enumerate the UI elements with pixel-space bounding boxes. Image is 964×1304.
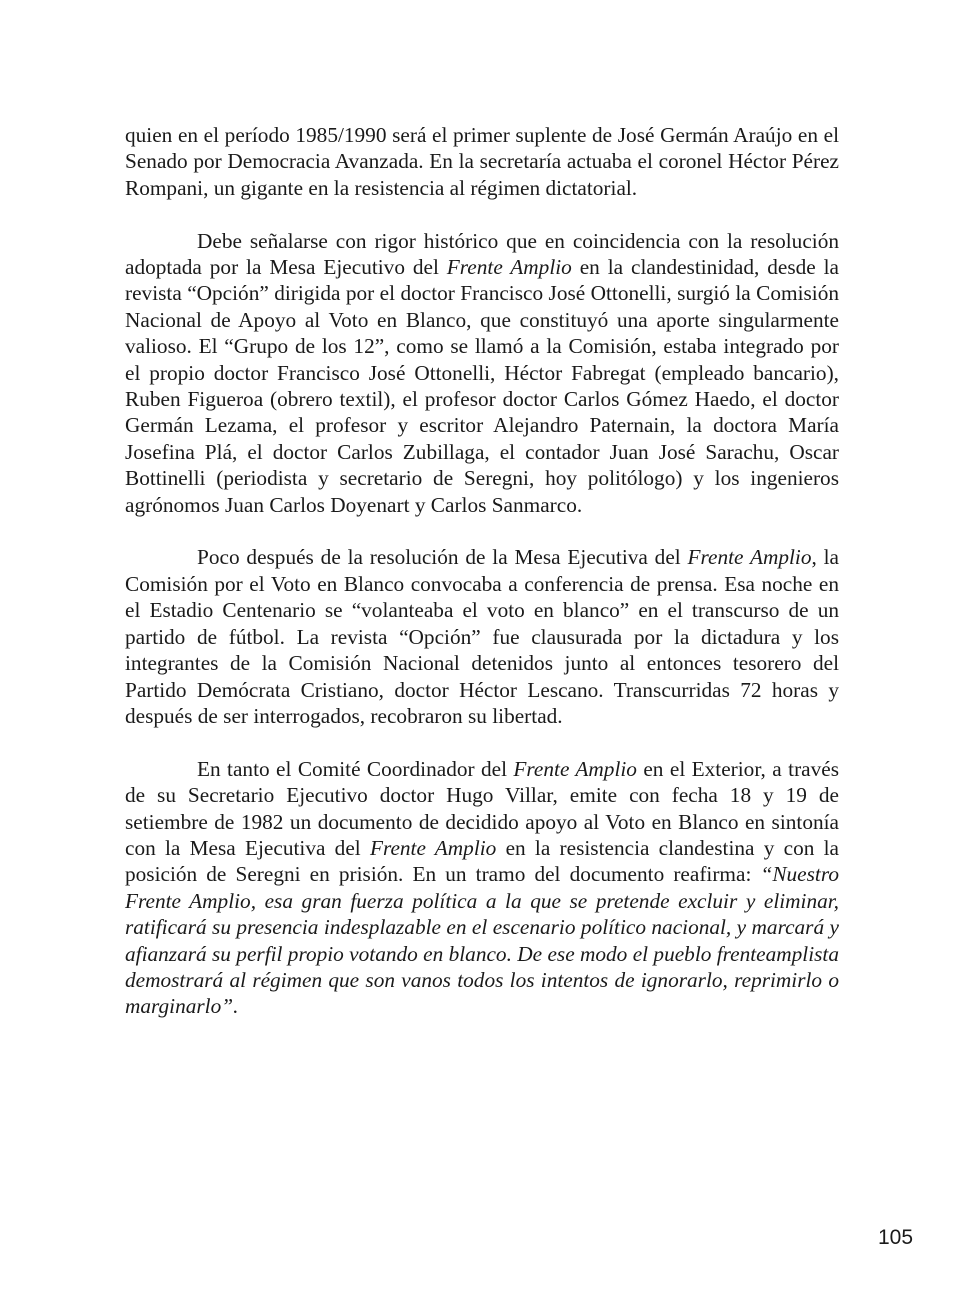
page-number: 105 — [878, 1226, 914, 1249]
italic-title: Frente Amplio — [446, 255, 572, 280]
page-body — [125, 122, 839, 1046]
paragraph-3-text-a: Poco después de la resolución de la Mesa Ejecutiva del — [197, 545, 688, 570]
paragraph-4 — [125, 756, 839, 1020]
paragraph-1 — [125, 122, 839, 201]
paragraph-4-text-c: en la resistencia clandestina y con la posición de Seregni en prisión. En un tramo del documento reafirma: — [125, 835, 840, 887]
paragraph-3-text-b: , la Comisión por el Voto en Blanco convocaba a conferencia de prensa. Esa noche en el Estadio Centenario se “volanteaba el voto en blanco” en el transcurso de un partido de fútbol. La revista “Opción” fue clausurada por la dictadura y los integrantes de la Comisión Nacional detenidos junto al entonces tesorero del Partido Demócrata Cristiano, doctor Héctor Lescano. Transcurridas 72 horas y después de ser interrogados, recobraron su libertad. — [125, 545, 840, 728]
paragraph-2 — [125, 228, 839, 518]
italic-title: Frente Amplio — [513, 756, 637, 781]
paragraph-2-text-a: Debe señalarse con rigor histórico que en coincidencia con la resolución adoptada por la Mesa Ejecutivo del — [125, 228, 839, 280]
italic-title: Frente Amplio — [687, 545, 812, 570]
paragraph-1-text: quien en el período 1985/1990 será el primer suplente de José Germán Araújo en el Senado por Democracia Avanzada. En la secretaría actuaba el coronel Héctor Pérez Rompani, un gigante en la resistencia al régimen dictatorial. — [125, 123, 839, 200]
paragraph-2-text-b: en la clandestinidad, desde la revista “Opción” dirigida por el doctor Francisco José Ottonelli, surgió la Comisión Nacional de Apoyo al Voto en Blanco, que constituyó una aporte singularmente valioso. El “Grupo de los 12”, como se llamó a la Comisión, estaba integrado por el propio doctor Francisco José Ottonelli, Héctor Fabregat (empleado bancario), Ruben Figueroa (obrero textil), el profesor doctor Carlos Gómez Haedo, el doctor Germán Lezama, el profesor y escritor Alejandro Paternain, la doctora María Josefina Plá, el doctor Carlos Zubillaga, el contador Juan José Sarachu, Oscar Bottinelli (periodista y secretario de Seregni, hoy politólogo) y los ingenieros agrónomos Juan Carlos Doyenart y Carlos Sanmarco. — [125, 255, 839, 517]
italic-quote: “Nuestro Frente Amplio, esa gran fuerza política a la que se pretende excluir y eliminar, ratificará su presencia indesplazable en el escenario político nacional, y marcará y afianzará su perfil propio votando en blanco. De ese modo el pueblo frenteamplista demostrará al régimen que son vanos todos los intentos de ignorarlo, reprimirlo o marginarlo”. — [125, 862, 839, 1019]
paragraph-4-text-b: en el Exterior, a través de su Secretario Ejecutivo doctor Hugo Villar, emite con fecha 18 y 19 de setiembre de 1982 un documento de decidido apoyo al Voto en Blanco en sintonía con la Mesa Ejecutiva del — [125, 756, 839, 860]
paragraph-3 — [125, 544, 839, 729]
italic-title: Frente Amplio — [369, 835, 497, 860]
paragraph-4-text-a: En tanto el Comité Coordinador del — [197, 756, 514, 781]
